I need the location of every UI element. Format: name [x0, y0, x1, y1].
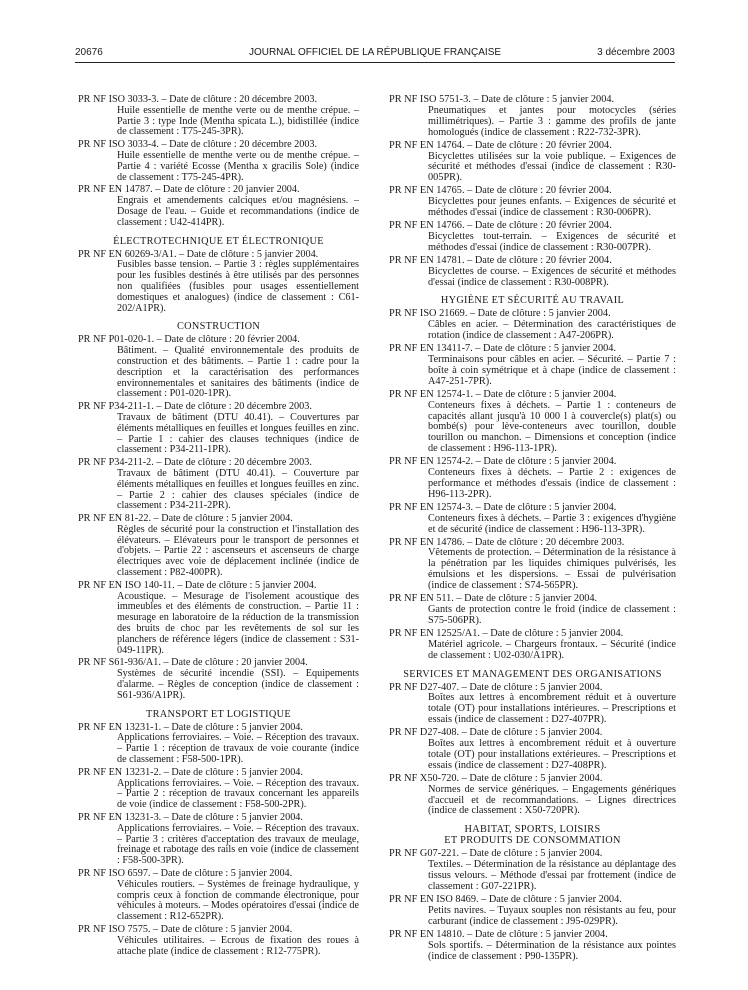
section-heading: [389, 824, 676, 846]
standard-entry: [389, 629, 676, 662]
standard-reference: PR NF EN 12574-3. – Date de clôture : 5 janvier 2004.: [389, 501, 617, 513]
standard-reference: PR NF EN ISO 8469. – Date de clôture : 5 janvier 2004.: [389, 894, 622, 905]
page-header: [75, 47, 675, 61]
standard-entry: [389, 774, 676, 818]
standard-description: Huile essentielle de menthe verte ou de menthe crépue. – Partie 4 : variété Ecosse (Mentha x gracilis Sole) (indice de classement : T75-245-4PR).: [117, 149, 359, 183]
standard-reference: PR NF ISO 3033-3. – Date de clôture : 20 décembre 2003.: [78, 94, 318, 105]
standard-description: Boîtes aux lettres à encombrement réduit et à ouverture totale (OT) pour installations intérieures. – Prescriptions et essais (indice de classement : D27-407PR).: [428, 692, 676, 726]
standard-reference: PR NF EN 13411-7. – Date de clôture : 5 janvier 2004.: [389, 343, 616, 355]
standard-reference: PR NF ISO 21669. – Date de clôture : 5 janvier 2004.: [389, 308, 611, 320]
standard-description: Fusibles basse tension. – Partie 3 : règles supplémentaires pour les fusibles destinés à être utilisés par des personnes non qualifiées (fusibles pour usages essentiellement domestiques et analogues) (indice de classement : C61-202/A1PR).: [117, 259, 359, 314]
standard-entry: [78, 925, 359, 957]
standard-entry: [389, 186, 676, 219]
standard-reference: PR NF EN 14787. – Date de clôture : 20 janvier 2004.: [78, 184, 300, 196]
standard-reference: PR NF EN 14781. – Date de clôture : 20 février 2004.: [389, 254, 612, 266]
standard-entry: [389, 95, 676, 139]
section-heading: [78, 321, 359, 332]
standard-reference: PR NF ISO 6597. – Date de clôture : 5 janvier 2004.: [78, 868, 293, 879]
standard-description: Câbles en acier. – Détermination des caractéristiques de rotation (indice de classement : A47-206PR).: [428, 319, 676, 342]
standard-entry: [78, 869, 359, 923]
standard-reference: PR NF ISO 7575. – Date de clôture : 5 janvier 2004.: [78, 923, 293, 935]
standard-description: Vêtements de protection. – Détermination de la résistance à la pénétration par les liquides chimiques pulvérisés, les émulsions et les dispersions. – Essai de pulvérisation (indice de classement : S74-565PR).: [428, 547, 676, 592]
standard-description: Matériel agricole. – Chargeurs frontaux. – Sécurité (indice de classement : U02-030/A1PR).: [428, 638, 676, 661]
standard-description: Conteneurs fixes à déchets. – Partie 2 : exigences de performance et méthodes d'essais (indice de classement : H96-113-2PR).: [428, 467, 676, 500]
section-heading-line: HABITAT, SPORTS, LOISIRS: [464, 824, 601, 836]
standard-reference: PR NF ISO 3033-4. – Date de clôture : 20 décembre 2003.: [78, 139, 318, 151]
standard-description: Textiles. – Détermination de la résistance au déplantage des tissus velours. – Méthode d'essai par frottement (indice de classement : G07-221PR).: [428, 859, 676, 893]
standard-description: Véhicules routiers. – Systèmes de freinage hydraulique, y compris ceux à fonction de commande électronique, pour véhicules à moteurs. – Modes opératoires d'essai (indice de classement : R12-652PR).: [117, 878, 359, 923]
standard-reference: PR NF P01-020-1. – Date de clôture : 20 février 2004.: [78, 334, 300, 346]
standard-description: Conteneurs fixes à déchets. – Partie 3 : exigences d'hygiène et de sécurité (indice de classement : H96-113-3PR).: [428, 512, 676, 535]
standard-entry: [389, 141, 676, 185]
standard-entry: [389, 221, 676, 254]
standard-reference: PR NF EN 14810. – Date de clôture : 5 janvier 2004.: [389, 928, 608, 940]
standard-description: Acoustique. – Mesurage de l'isolement acoustique des immeubles et des éléments de construction. – Partie 11 : mesurage en laboratoire de la réduction de la transmission des bruits de choc par les revêtements de sol sur les planchers de référence légers (indice de classement : S31-049-11PR).: [117, 590, 359, 656]
standard-reference: PR NF EN 14786. – Date de clôture : 20 décembre 2003.: [389, 536, 625, 548]
standard-description: Applications ferroviaires. – Voie. – Réception des travaux. – Partie 3 : critères d'acceptation des travaux de meulage, freinage et rabotage des rails en voie (indice de classement : F58-500-3PR).: [117, 822, 359, 867]
standard-description: Sols sportifs. – Détermination de la résistance aux pointes (indice de classement : P90-135PR).: [428, 939, 676, 962]
standard-reference: PR NF EN 511. – Date de clôture : 5 janvier 2004.: [389, 593, 598, 605]
standard-entry: [389, 895, 676, 928]
standard-entry: [389, 594, 676, 627]
standard-entry: [389, 849, 676, 893]
section-heading: [389, 295, 676, 306]
right-column: [389, 95, 676, 964]
standard-entry: [389, 344, 676, 388]
standard-entry: [389, 503, 676, 536]
standard-reference: PR NF EN 13231-3. – Date de clôture : 5 janvier 2004.: [78, 812, 303, 824]
standard-description: Bâtiment. – Qualité environnementale des produits de construction et des bâtiments. – Partie 1 : cadre pour la description et la caractérisation des performances environnementales et sanitaires des bâtiments (indice de classement : P01-020-1PR).: [117, 345, 359, 400]
standard-reference: PR NF EN 13231-2. – Date de clôture : 5 janvier 2004.: [78, 766, 303, 778]
standard-entry: [389, 538, 676, 593]
standard-description: Conteneurs fixes à déchets. – Partie 1 : conteneurs de capacités allant jusqu'à 10 000 l à couvercle(s) plat(s) ou bombé(s) pour lève-conteneurs avec tourillon, double tourillon ou manchon. – Dimensions et conception (indice de classement : H96-113-1PR).: [428, 399, 676, 455]
standard-description: Bicyclettes de course. – Exigences de sécurité et méthodes d'essai (indice de classement : R30-008PR).: [428, 265, 676, 288]
standard-reference: PR NF ISO 5751-3. – Date de clôture : 5 janvier 2004.: [389, 94, 615, 105]
standard-description: Bicyclettes pour jeunes enfants. – Exigences de sécurité et méthodes d'essai (indice de classement : R30-006PR).: [428, 196, 676, 219]
standard-entry: [389, 457, 676, 501]
header-rule: [75, 62, 675, 63]
standard-entry: [389, 930, 676, 963]
standard-reference: PR NF P34-211-2. – Date de clôture : 20 décembre 2003.: [78, 457, 312, 469]
standard-entry: [78, 95, 359, 138]
issue-date: 3 décembre 2003: [597, 47, 675, 58]
standard-entry: [389, 390, 676, 455]
standard-description: Systèmes de sécurité incendie (SSI). – Equipements d'alarme. – Règles de conception (indice de classement : S61-936/A1PR).: [117, 668, 359, 701]
standard-description: Véhicules utilitaires. – Ecrous de fixation des roues à attache plate (indice de classement : R12-775PR).: [117, 934, 359, 957]
journal-title: JOURNAL OFFICIEL DE LA RÉPUBLIQUE FRANÇAISE: [248, 47, 502, 58]
standard-reference: PR NF EN 12574-2. – Date de clôture : 5 janvier 2004.: [389, 456, 617, 468]
standard-entry: [78, 140, 359, 183]
standard-reference: PR NF EN 14765. – Date de clôture : 20 février 2004.: [389, 185, 612, 197]
standard-description: Applications ferroviaires. – Voie. – Réception des travaux. – Partie 2 : réception de travaux concernant les appareils de voie (indice de classement : F58-500-2PR).: [117, 777, 359, 811]
standard-reference: PR NF EN 81-22. – Date de clôture : 5 janvier 2004.: [78, 513, 293, 525]
standard-description: Boîtes aux lettres à encombrement réduit et à ouverture totale (OT) pour installations extérieures. – Prescriptions et essais (indice de classement : D27-408PR).: [428, 738, 676, 771]
standard-entry: [78, 185, 359, 228]
standard-description: Engrais et amendements calciques et/ou magnésiens. – Dosage de l'eau. – Guide et recommandations (indice de classement : U42-414PR).: [117, 195, 359, 228]
section-heading-line: HYGIÈNE ET SÉCURITÉ AU TRAVAIL: [440, 295, 625, 307]
standard-reference: PR NF EN ISO 140-11. – Date de clôture : 5 janvier 2004.: [78, 579, 317, 591]
standard-reference: PR NF S61-936/A1. – Date de clôture : 20 janvier 2004.: [78, 657, 308, 669]
standard-entry: [389, 256, 676, 289]
standard-description: Terminaisons pour câbles en acier. – Sécurité. – Partie 7 : boîte à coin symétrique et à chape (indice de classement : A47-251-7PR).: [428, 354, 676, 387]
standard-reference: PR NF EN 12574-1. – Date de clôture : 5 janvier 2004.: [389, 388, 617, 400]
standard-reference: PR NF G07-221. – Date de clôture : 5 janvier 2004.: [389, 848, 603, 860]
standard-entry: [78, 813, 359, 867]
standard-entry: [78, 335, 359, 400]
left-column: [78, 95, 359, 959]
standard-entry: [78, 402, 359, 456]
standard-entry: [389, 309, 676, 342]
section-heading-line: TRANSPORT ET LOGISTIQUE: [146, 708, 291, 720]
section-heading: [78, 709, 359, 720]
standard-entry: [78, 723, 359, 766]
standard-description: Pneumatiques et jantes pour motocycles (séries millimétriques). – Partie 3 : gamme des profils de jante homologués (indice de classement : R22-732-3PR).: [428, 104, 676, 138]
section-heading-line: CONSTRUCTION: [176, 321, 261, 333]
standard-entry: [389, 683, 676, 727]
standard-reference: PR NF P34-211-1. – Date de clôture : 20 décembre 2003.: [78, 401, 312, 413]
page-number: 20676: [75, 47, 103, 58]
standard-reference: PR NF EN 13231-1. – Date de clôture : 5 janvier 2004.: [78, 721, 303, 733]
standard-description: Applications ferroviaires. – Voie. – Réception des travaux. – Partie 1 : réception de travaux de voie courante (indice de classement : F58-500-1PR).: [117, 732, 359, 766]
standard-entry: [78, 581, 359, 657]
standard-description: Normes de service génériques. – Engagements génériques d'accueil et de recommandations. – Lignes directrices (indice de classement : X50-720PR).: [428, 783, 676, 817]
standard-description: Gants de protection contre le froid (indice de classement : S75-506PR).: [428, 603, 676, 626]
standard-entry: [78, 458, 359, 512]
standard-entry: [78, 658, 359, 701]
standard-entry: [78, 514, 359, 579]
section-heading-line: SERVICES ET MANAGEMENT DES ORGANISATIONS: [403, 668, 662, 680]
section-heading: [389, 669, 676, 680]
standard-entry: [78, 250, 359, 315]
standard-reference: PR NF EN 14766. – Date de clôture : 20 février 2004.: [389, 219, 612, 231]
standard-description: Travaux de bâtiment (DTU 40.41). – Couverture par éléments métalliques en feuilles et longues feuilles en zinc. – Partie 2 : cahier des clauses spéciales (indice de classement : P34-211-2PR).: [117, 467, 359, 512]
standard-description: Travaux de bâtiment (DTU 40.41). – Couvertures par éléments métalliques en feuilles et longues feuilles en zinc. – Partie 1 : cahier des clauses techniques (indice de classement : P34-211-1PR).: [117, 411, 359, 456]
standard-description: Règles de sécurité pour la construction et l'installation des élévateurs. – Elévateurs pour le transport de personnes et d'objets. – Partie 22 : ascenseurs et ascenseurs de charge électriques avec voie de déplacement inclinée (indice de classement : P82-400PR).: [117, 523, 359, 579]
section-heading: [78, 236, 359, 247]
standard-description: Huile essentielle de menthe verte ou de menthe crépue. – Partie 3 : type Inde (Mentha spicata L.), bidistillée (indice de classement : T75-245-3PR).: [117, 104, 359, 138]
standard-description: Petits navires. – Tuyaux souples non résistants au feu, pour carburant (indice de classement : J95-029PR).: [428, 904, 676, 927]
standard-entry: [389, 728, 676, 772]
standard-reference: PR NF X50-720. – Date de clôture : 5 janvier 2004.: [389, 772, 603, 784]
section-heading-line: ET PRODUITS DE CONSOMMATION: [444, 835, 621, 847]
standard-entry: [78, 768, 359, 811]
standard-reference: PR NF D27-407. – Date de clôture : 5 janvier 2004.: [389, 681, 603, 693]
standard-description: Bicyclettes tout-terrain. – Exigences de sécurité et méthodes d'essai (indice de classement : R30-007PR).: [428, 230, 676, 253]
standard-reference: PR NF EN 60269-3/A1. – Date de clôture : 5 janvier 2004.: [78, 248, 319, 260]
standard-reference: PR NF D27-408. – Date de clôture : 5 janvier 2004.: [389, 727, 603, 739]
standard-reference: PR NF EN 12525/A1. – Date de clôture : 5 janvier 2004.: [389, 627, 624, 639]
section-heading-line: ÉLECTROTECHNIQUE ET ÉLECTRONIQUE: [113, 235, 324, 247]
standard-description: Bicyclettes utilisées sur la voie publique. – Exigences de sécurité et méthodes d'essai (indice de classement : R30-005PR).: [428, 150, 676, 184]
standard-reference: PR NF EN 14764. – Date de clôture : 20 février 2004.: [389, 139, 612, 151]
